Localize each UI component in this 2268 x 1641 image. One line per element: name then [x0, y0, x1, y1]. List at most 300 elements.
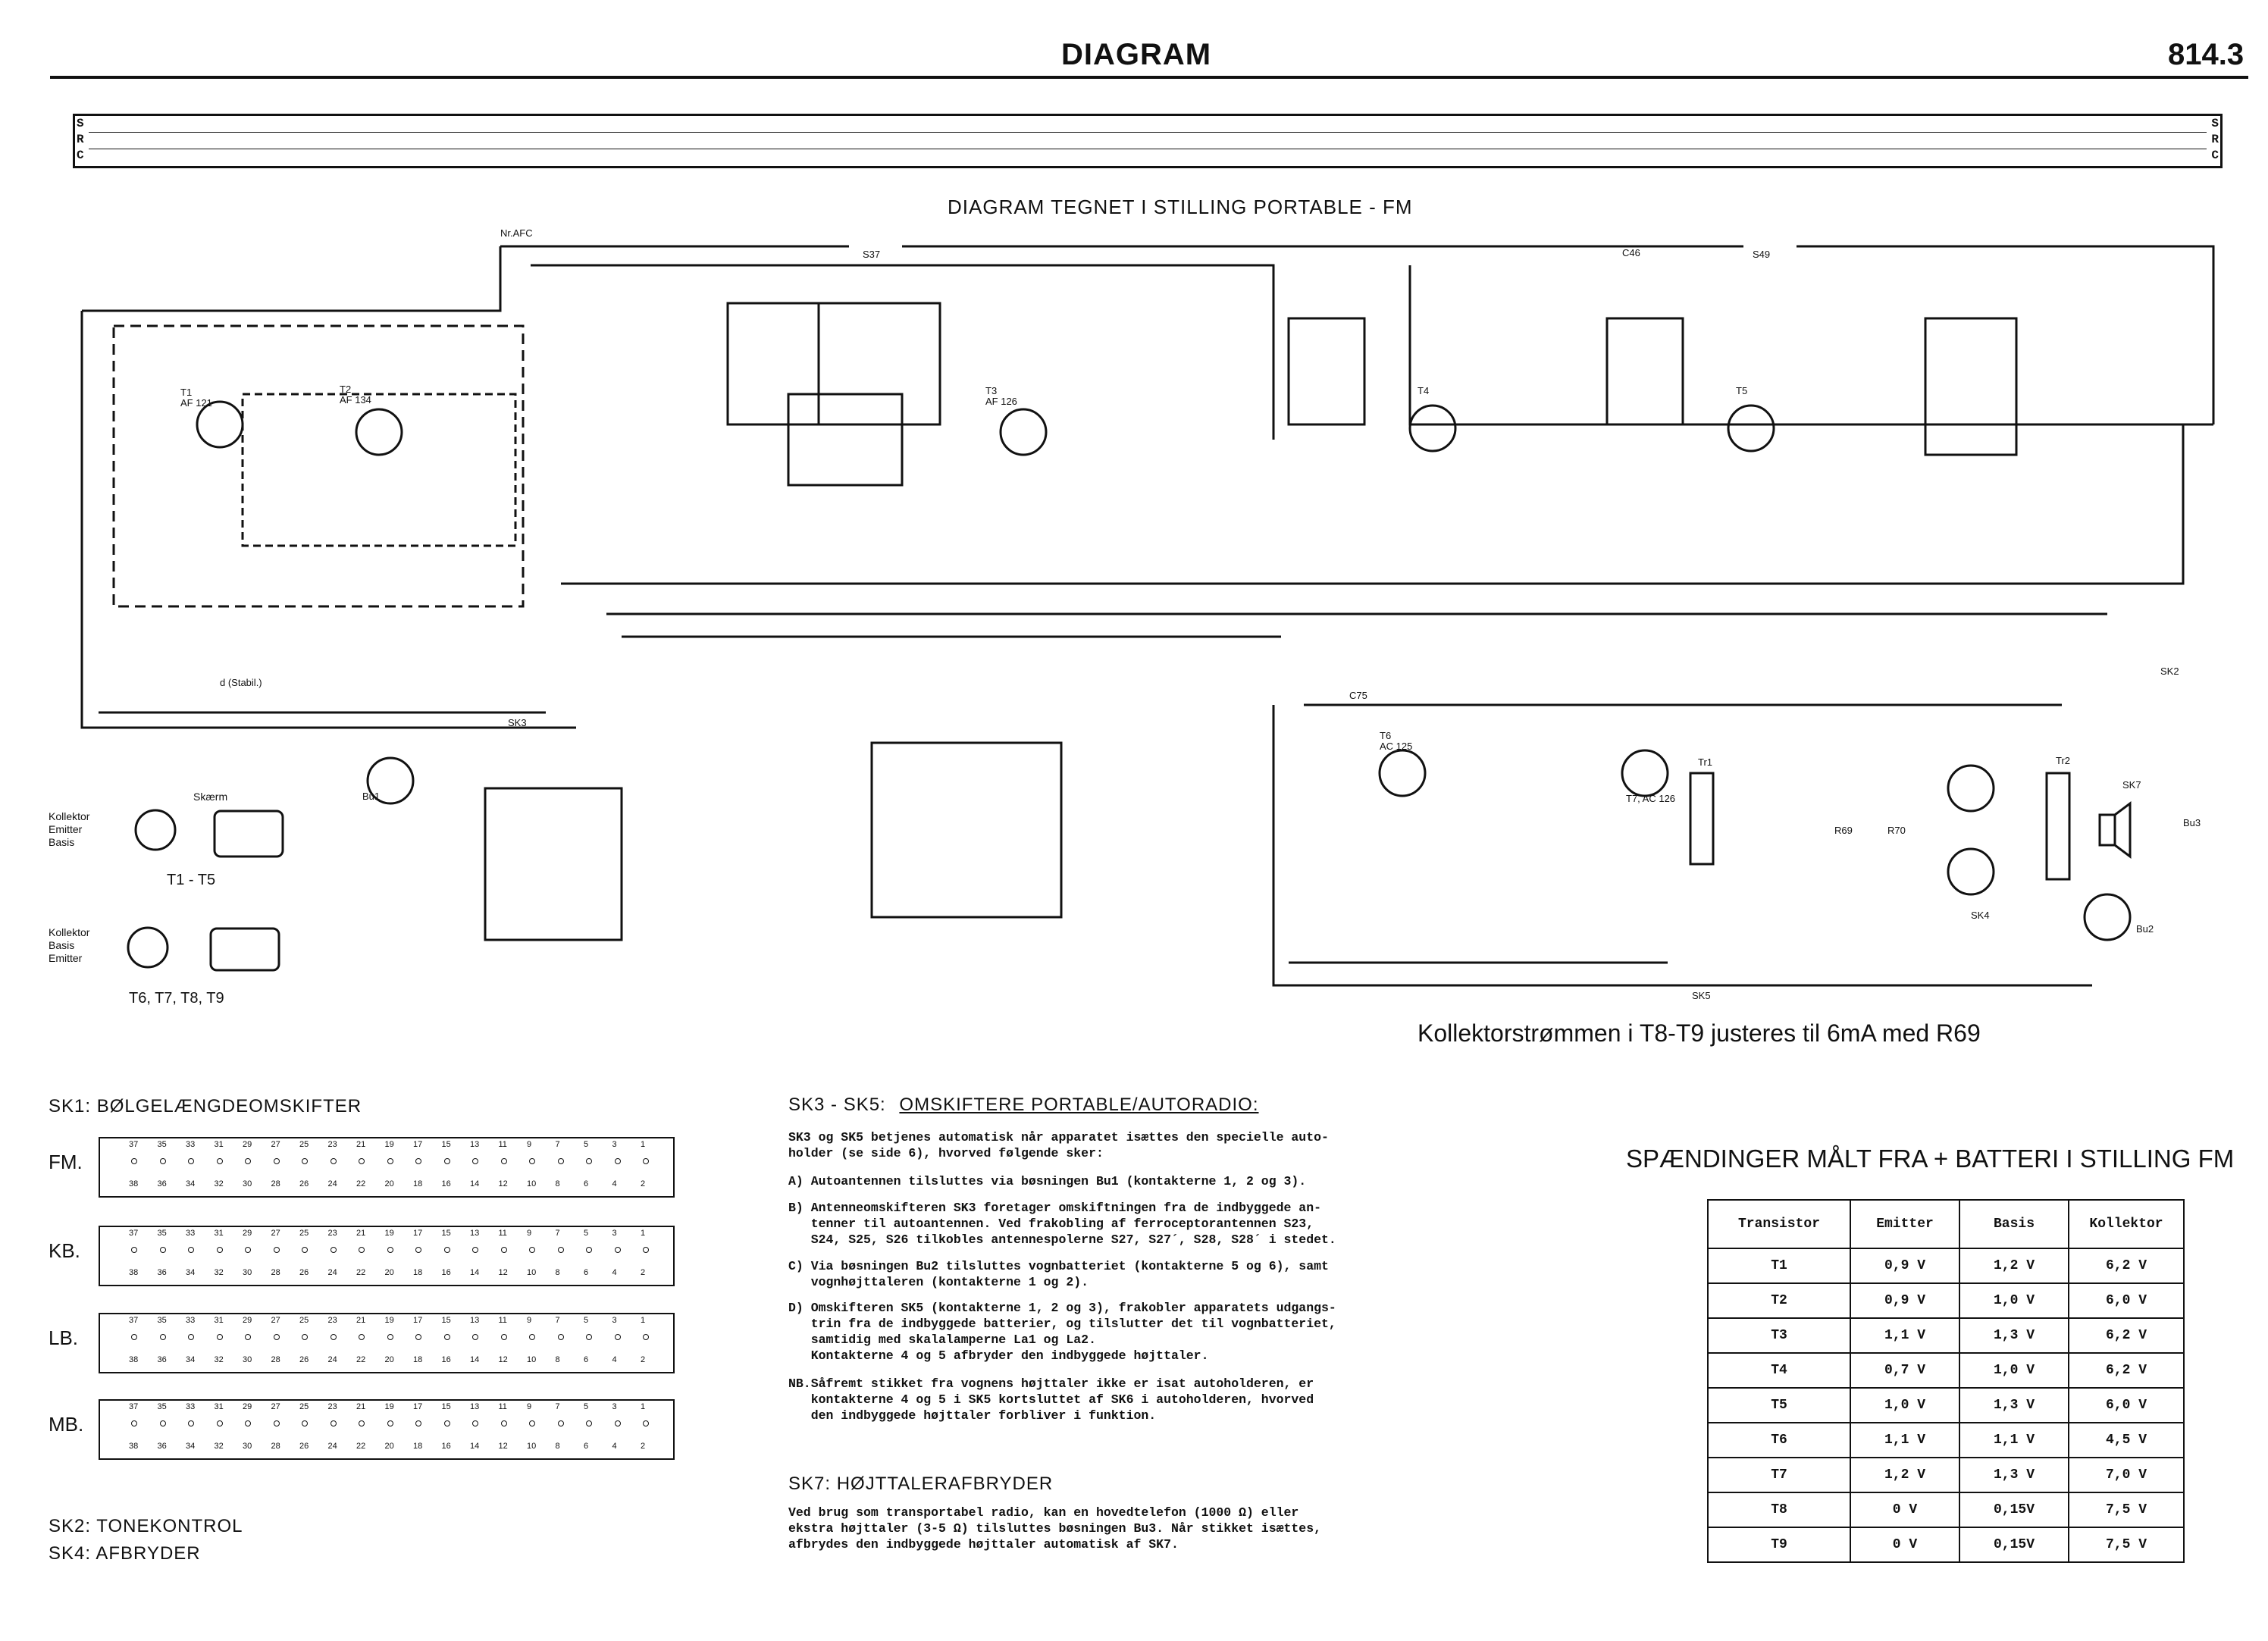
- sk1-top-pin: 11: [498, 1402, 507, 1411]
- sk3-sk5-item-c: C) Via bøsningen Bu2 tilsluttes vognbatteriet (kontakterne 5 og 6), samt vognhøjttaleren (kontakterne 1 og 2).: [788, 1259, 1329, 1289]
- svg-text:C46: C46: [1622, 247, 1640, 258]
- strip-letter-c-right: C: [2211, 149, 2219, 162]
- sk1-top-pin: 19: [384, 1402, 394, 1411]
- sk1-top-pin: 29: [243, 1402, 252, 1411]
- sk1-top-pin: 5: [584, 1140, 589, 1149]
- sk1-bottom-pin: 10: [527, 1442, 537, 1451]
- cell-basis: 1,3 V: [1959, 1458, 2069, 1492]
- sk1-contact: [529, 1334, 535, 1340]
- table-row: [1708, 1353, 2184, 1388]
- sk1-top-pin: 1: [641, 1402, 646, 1411]
- sk1-bottom-pin: 38: [129, 1355, 139, 1364]
- sk1-contact: [160, 1247, 166, 1253]
- wire: [82, 311, 576, 728]
- transistor-t7: [1622, 750, 1668, 796]
- wire: [561, 424, 2183, 584]
- sk1-top-pin: 9: [527, 1402, 532, 1411]
- sk1-top-pin: 11: [498, 1229, 507, 1238]
- table-row: [1708, 1458, 2184, 1492]
- cell-transistor: T3: [1708, 1318, 1850, 1353]
- voltage-table: [1707, 1199, 2185, 1563]
- svg-text:SK2: SK2: [2160, 665, 2179, 677]
- if-can-3: [1289, 318, 1364, 424]
- wire: [1797, 246, 2213, 424]
- svg-text:SK5: SK5: [1692, 990, 1711, 1001]
- sk1-bottom-pin: 34: [186, 1442, 196, 1451]
- sk1-contact: [444, 1247, 450, 1253]
- svg-text:T5: T5: [1736, 385, 1748, 396]
- svg-text:Nr.AFC: Nr.AFC: [500, 227, 533, 239]
- sk1-bottom-pin: 24: [327, 1268, 337, 1277]
- sk1-top-pin: 23: [327, 1402, 337, 1411]
- cell-emitter: 0 V: [1850, 1527, 1959, 1562]
- cell-kollektor: 6,2 V: [2069, 1248, 2184, 1283]
- sk1-bottom-pin: 12: [498, 1355, 508, 1364]
- cell-kollektor: 6,0 V: [2069, 1283, 2184, 1318]
- sk1-contact: [131, 1158, 137, 1164]
- svg-text:R70: R70: [1887, 825, 1906, 836]
- strip-letter-r-right: R: [2211, 133, 2219, 146]
- transistor-t5: [1728, 406, 1774, 451]
- sk1-contact: [330, 1158, 337, 1164]
- sk1-bottom-pin: 12: [498, 1268, 508, 1277]
- pin-emitter-label: Emitter: [49, 823, 83, 835]
- sk1-contact: [501, 1247, 507, 1253]
- sk1-contact: [387, 1334, 393, 1340]
- sk1-bottom-pin: 18: [413, 1268, 423, 1277]
- sk1-contact: [217, 1247, 223, 1253]
- sk1-top-pin: 9: [527, 1229, 532, 1238]
- package-t6-t9: [211, 929, 279, 970]
- sk1-top-pin: 19: [384, 1229, 394, 1238]
- sk1-top-pin: 27: [271, 1402, 280, 1411]
- svg-text:AF 121: AF 121: [180, 397, 212, 409]
- sk1-bottom-pin: 18: [413, 1442, 423, 1451]
- sk1-contact: [586, 1420, 592, 1426]
- sk1-contact: [245, 1420, 251, 1426]
- svg-text:Bu1: Bu1: [362, 791, 381, 802]
- cell-kollektor: 7,5 V: [2069, 1527, 2184, 1562]
- cell-emitter: 0,9 V: [1850, 1248, 1959, 1283]
- pin-base-label: Basis: [49, 836, 75, 848]
- table-row: [1708, 1318, 2184, 1353]
- svg-text:AF 126: AF 126: [985, 396, 1017, 407]
- sk1-bottom-pin: 22: [356, 1268, 366, 1277]
- col-transistor: Transistor: [1708, 1200, 1850, 1248]
- cell-emitter: 1,1 V: [1850, 1423, 1959, 1458]
- sk1-bottom-pin: 16: [441, 1442, 451, 1451]
- transistor-t4: [1410, 406, 1455, 451]
- sk1-top-pin: 31: [214, 1140, 224, 1149]
- sk1-contact: [558, 1158, 564, 1164]
- cell-transistor: T6: [1708, 1423, 1850, 1458]
- sk1-top-pin: 21: [356, 1316, 366, 1325]
- sk1-bottom-pin: 12: [498, 1179, 508, 1188]
- sk1-bottom-pin: 6: [584, 1442, 589, 1451]
- sk1-bottom-pin: 8: [555, 1268, 560, 1277]
- sk1-contact: [188, 1158, 194, 1164]
- sk1-bottom-pin: 4: [612, 1355, 617, 1364]
- sk1-bottom-pin: 14: [470, 1355, 480, 1364]
- sk1-top-pin: 11: [498, 1140, 507, 1149]
- sk1-top-pin: 13: [470, 1316, 480, 1325]
- pin-collector-label: Kollektor: [49, 926, 90, 938]
- sk1-contact: [359, 1247, 365, 1253]
- socket-bu2: [2085, 894, 2130, 940]
- sk1-top-pin: 35: [157, 1316, 167, 1325]
- if-can-2: [819, 303, 940, 424]
- sk1-top-pin: 11: [498, 1316, 507, 1325]
- sk1-bottom-pin: 10: [527, 1179, 537, 1188]
- sk1-contact: [415, 1334, 421, 1340]
- sk1-bottom-pin: 20: [384, 1355, 394, 1364]
- sk1-contact: [131, 1420, 137, 1426]
- svg-text:T3: T3: [985, 385, 998, 396]
- cell-transistor: T7: [1708, 1458, 1850, 1492]
- cell-kollektor: 6,2 V: [2069, 1353, 2184, 1388]
- rf-shield-box: [114, 326, 523, 606]
- voltage-table-header: [1708, 1200, 2184, 1248]
- sk3-sk5-item-a: A) Autoantennen tilsluttes via bøsningen Bu1 (kontakterne 1, 2 og 3).: [788, 1174, 1307, 1188]
- sk1-contact: [387, 1158, 393, 1164]
- sk3-sk5-title: [788, 1095, 1259, 1116]
- sk1-top-pin: 25: [299, 1402, 309, 1411]
- sk1-contact: [615, 1158, 621, 1164]
- sk1-contact-group: [788, 394, 902, 485]
- sk1-top-pin: 31: [214, 1316, 224, 1325]
- sk1-contact: [529, 1247, 535, 1253]
- sk1-contact: [217, 1334, 223, 1340]
- sk1-contact: [586, 1158, 592, 1164]
- transformer-tr2: [2047, 773, 2069, 879]
- sk1-bottom-pin: 28: [271, 1268, 280, 1277]
- svg-text:R69: R69: [1834, 825, 1853, 836]
- cell-kollektor: 7,5 V: [2069, 1492, 2184, 1527]
- sk1-bottom-pin: 22: [356, 1355, 366, 1364]
- sk1-top-pin: 5: [584, 1316, 589, 1325]
- transistor-t2: [356, 409, 402, 455]
- pinout-t1-t5: [136, 810, 175, 850]
- speaker: [2100, 815, 2115, 845]
- sk1-contact: [643, 1334, 649, 1340]
- sk1-top-pin: 35: [157, 1402, 167, 1411]
- sk1-top-pin: 15: [441, 1316, 451, 1325]
- sk3-sk5-prefix: SK3 - SK5:: [788, 1095, 886, 1115]
- sk1-bottom-pin: 32: [214, 1442, 224, 1451]
- sk1-top-pin: 5: [584, 1229, 589, 1238]
- sk1-top-pin: 3: [612, 1140, 617, 1149]
- mixer-shield-box: [243, 394, 515, 546]
- sk1-bottom-pin: 32: [214, 1268, 224, 1277]
- cell-basis: 0,15V: [1959, 1492, 2069, 1527]
- sk1-title: SK1: BØLGELÆNGDEOMSKIFTER: [49, 1096, 362, 1116]
- sk1-contact: [472, 1158, 478, 1164]
- sk1-bottom-pin: 36: [157, 1355, 167, 1364]
- sk1-bottom-pin: 34: [186, 1179, 196, 1188]
- sk1-bottom-pin: 28: [271, 1442, 280, 1451]
- sk1-top-pin: 31: [214, 1229, 224, 1238]
- strip-letter-s: S: [77, 117, 84, 130]
- sk1-contact: [274, 1334, 280, 1340]
- sk1-top-pin: 17: [413, 1229, 423, 1238]
- sk1-top-pin: 37: [129, 1402, 139, 1411]
- wire: [82, 246, 500, 311]
- sk1-bottom-pin: 22: [356, 1179, 366, 1188]
- sk1-bottom-pin: 36: [157, 1268, 167, 1277]
- sk1-top-pin: 9: [527, 1316, 532, 1325]
- sk1-bottom-pin: 24: [327, 1442, 337, 1451]
- sk1-contact: [274, 1420, 280, 1426]
- sk1-bottom-pin: 20: [384, 1442, 394, 1451]
- sk1-bottom-pin: 2: [641, 1179, 646, 1188]
- sk1-contact: [529, 1420, 535, 1426]
- strip-letter-s-right: S: [2211, 117, 2219, 130]
- sk1-top-pin: 1: [641, 1140, 646, 1149]
- pin-emitter-label: Emitter: [49, 952, 83, 964]
- sk1-top-pin: 3: [612, 1229, 617, 1238]
- sk1-top-pin: 25: [299, 1229, 309, 1238]
- cell-transistor: T5: [1708, 1388, 1850, 1423]
- sk1-bottom-pin: 8: [555, 1442, 560, 1451]
- sk1-bottom-pin: 4: [612, 1442, 617, 1451]
- sk1-contact: [217, 1420, 223, 1426]
- sk1-contact: [359, 1334, 365, 1340]
- table-row: [1708, 1248, 2184, 1283]
- sk1-bottom-pin: 10: [527, 1268, 537, 1277]
- sk1-bottom-pin: 36: [157, 1179, 167, 1188]
- sk1-contact: [330, 1334, 337, 1340]
- sk1-top-pin: 21: [356, 1402, 366, 1411]
- sk1-contact: [131, 1334, 137, 1340]
- transistor-t8: [1948, 766, 1994, 811]
- table-row: [1708, 1492, 2184, 1527]
- sk1-row-label: FM.: [49, 1151, 83, 1173]
- sk1-top-pin: 5: [584, 1402, 589, 1411]
- sk1-bottom-pin: 38: [129, 1442, 139, 1451]
- sk1-bottom-pin: 32: [214, 1355, 224, 1364]
- sk1-contact: [330, 1247, 337, 1253]
- sk1-top-pin: 13: [470, 1402, 480, 1411]
- cell-emitter: 0,9 V: [1850, 1283, 1959, 1318]
- sk1-contact: [444, 1420, 450, 1426]
- sk1-contact: [586, 1247, 592, 1253]
- sk1-contact: [302, 1420, 308, 1426]
- sk1-bottom-pin: 4: [612, 1268, 617, 1277]
- sk1-top-pin: 37: [129, 1229, 139, 1238]
- sk1-top-pin: 27: [271, 1229, 280, 1238]
- cell-transistor: T2: [1708, 1283, 1850, 1318]
- collector-current-note: Kollektorstrømmen i T8-T9 justeres til 6mA med R69: [1418, 1019, 1981, 1047]
- cell-kollektor: 4,5 V: [2069, 1423, 2184, 1458]
- sk1-contact: [131, 1247, 137, 1253]
- sk1-bottom-pin: 6: [584, 1355, 589, 1364]
- sk1-top-pin: 21: [356, 1140, 366, 1149]
- sk1-top-pin: 13: [470, 1229, 480, 1238]
- sk1-bottom-pin: 8: [555, 1179, 560, 1188]
- sk1-contact: [188, 1420, 194, 1426]
- sk1-contact: [444, 1334, 450, 1340]
- sk1-bottom-pin: 32: [214, 1179, 224, 1188]
- cell-basis: 1,3 V: [1959, 1318, 2069, 1353]
- sk1-bottom-pin: 16: [441, 1268, 451, 1277]
- sk1-bottom-pin: 12: [498, 1442, 508, 1451]
- sk1-bottom-pin: 2: [641, 1355, 646, 1364]
- cell-transistor: T9: [1708, 1527, 1850, 1562]
- sk1-top-pin: 27: [271, 1140, 280, 1149]
- sk1-top-pin: 7: [555, 1229, 560, 1238]
- sk1-top-pin: 3: [612, 1316, 617, 1325]
- svg-text:AF 134: AF 134: [340, 394, 371, 406]
- sk1-contact: [359, 1158, 365, 1164]
- diagram-subtitle: DIAGRAM TEGNET I STILLING PORTABLE - FM: [948, 196, 1413, 218]
- sk1-contact: [387, 1420, 393, 1426]
- cell-basis: 0,15V: [1959, 1527, 2069, 1562]
- table-row: [1708, 1527, 2184, 1562]
- svg-text:SK3: SK3: [508, 717, 527, 728]
- cell-basis: 1,0 V: [1959, 1353, 2069, 1388]
- sk1-top-pin: 29: [243, 1229, 252, 1238]
- pinout-t6-t9: [128, 928, 168, 967]
- sk1-contact: [529, 1158, 535, 1164]
- cell-basis: 1,0 V: [1959, 1283, 2069, 1318]
- sk3-sk5-subtitle: OMSKIFTERE PORTABLE/AUTORADIO:: [899, 1095, 1259, 1115]
- voltage-table-title: SPÆNDINGER MÅLT FRA + BATTERI I STILLING FM: [1626, 1145, 2235, 1173]
- sk1-top-pin: 29: [243, 1140, 252, 1149]
- sk1-contact: [586, 1334, 592, 1340]
- transistor-t6: [1380, 750, 1425, 796]
- sk1-bottom-pin: 28: [271, 1179, 280, 1188]
- sk3-sk5-item-b: B) Antenneomskifteren SK3 foretager omskiftningen fra de indbyggede an- tenner til autoantennen. Ved frakobling af ferroceptorantennen S23, S24, S25, S26 tilkobles antennespolerne S27, S27´, S28, S28´ i stedet.: [788, 1201, 1336, 1247]
- svg-text:Tr1: Tr1: [1698, 756, 1713, 768]
- svg-text:Bu2: Bu2: [2136, 923, 2154, 935]
- sk1-contact: [245, 1334, 251, 1340]
- sk1-top-pin: 35: [157, 1229, 167, 1238]
- svg-text:SK4: SK4: [1971, 910, 1990, 921]
- transistor-t9: [1948, 849, 1994, 894]
- transistor-t1: [197, 402, 243, 447]
- sk1-bottom-pin: 26: [299, 1442, 309, 1451]
- svg-text:Tr2: Tr2: [2056, 755, 2071, 766]
- sk2-label: SK2: TONEKONTROL: [49, 1516, 243, 1536]
- sk1-contact: [558, 1420, 564, 1426]
- sk1-top-pin: 27: [271, 1316, 280, 1325]
- sk1-bottom-pin: 26: [299, 1268, 309, 1277]
- sk1-bottom-pin: 24: [327, 1355, 337, 1364]
- speaker-cone: [2115, 803, 2130, 857]
- sk1-top-pin: 15: [441, 1402, 451, 1411]
- svg-text:T7, AC 126: T7, AC 126: [1626, 793, 1676, 804]
- sk1-top-pin: 3: [612, 1402, 617, 1411]
- sk1-row-label: KB.: [49, 1239, 80, 1262]
- sk1-contact: [245, 1247, 251, 1253]
- sk1-top-pin: 37: [129, 1316, 139, 1325]
- sk1-bottom-pin: 30: [243, 1442, 252, 1451]
- sk1-contact: [643, 1158, 649, 1164]
- if-can-1: [728, 303, 819, 424]
- sk1-contact: [472, 1247, 478, 1253]
- svg-text:Bu3: Bu3: [2183, 817, 2201, 828]
- sk1-row-label: LB.: [49, 1326, 79, 1349]
- cell-transistor: T4: [1708, 1353, 1850, 1388]
- svg-text:C75: C75: [1349, 690, 1367, 701]
- sk1-contact: [217, 1158, 223, 1164]
- transistor-t3: [1001, 409, 1046, 455]
- cell-emitter: 1,1 V: [1850, 1318, 1959, 1353]
- cell-emitter: 0,7 V: [1850, 1353, 1959, 1388]
- sk3-sk5-intro: SK3 og SK5 betjenes automatisk når apparatet isættes den specielle auto- holder (se side 6), hvorved følgende sker:: [788, 1130, 1329, 1160]
- sk1-top-pin: 17: [413, 1140, 423, 1149]
- sk1-row-label: MB.: [49, 1413, 84, 1436]
- sk1-contact-group-lower: [872, 743, 1061, 917]
- sk1-bottom-pin: 38: [129, 1179, 139, 1188]
- page-number: 814.3: [2168, 38, 2245, 71]
- sk1-bottom-pin: 14: [470, 1442, 480, 1451]
- sk1-top-pin: 23: [327, 1229, 337, 1238]
- svg-text:AC 125: AC 125: [1380, 741, 1413, 752]
- cell-kollektor: 6,0 V: [2069, 1388, 2184, 1423]
- sk1-contact: [359, 1420, 365, 1426]
- svg-text:S49: S49: [1753, 249, 1771, 260]
- table-row: [1708, 1423, 2184, 1458]
- sk1-contact: [188, 1247, 194, 1253]
- sk1-top-pin: 33: [186, 1140, 196, 1149]
- diagram-title: DIAGRAM: [1061, 38, 1212, 71]
- sk1-contact: [501, 1334, 507, 1340]
- cell-emitter: 0 V: [1850, 1492, 1959, 1527]
- sk1-contact: [643, 1247, 649, 1253]
- sk3-sk5-nb: NB.Såfremt stikket fra vognens højttaler ikke er isat autoholderen, er kontakterne 4 og 5 i SK5 kortsluttet af SK6 i autoholderen, hvorved den indbyggede højttaler forbliver i funktion.: [788, 1376, 1314, 1423]
- sk1-contact: [302, 1158, 308, 1164]
- cell-transistor: T1: [1708, 1248, 1850, 1283]
- cell-basis: 1,3 V: [1959, 1388, 2069, 1423]
- cell-emitter: 1,2 V: [1850, 1458, 1959, 1492]
- svg-text:d (Stabil.): d (Stabil.): [220, 677, 262, 688]
- ratio-detector-can: [1925, 318, 2016, 455]
- sk1-contact: [160, 1158, 166, 1164]
- sk1-contact: [472, 1334, 478, 1340]
- sk1-bottom-pin: 2: [641, 1268, 646, 1277]
- col-kollektor: Kollektor: [2069, 1200, 2184, 1248]
- sk1-contact: [615, 1420, 621, 1426]
- sk1-top-pin: 7: [555, 1402, 560, 1411]
- sk1-top-pin: 15: [441, 1229, 451, 1238]
- svg-text:T4: T4: [1418, 385, 1430, 396]
- cell-basis: 1,1 V: [1959, 1423, 2069, 1458]
- sk3-sk5-item-d: D) Omskifteren SK5 (kontakterne 1, 2 og 3), frakobler apparatets udgangs- trin fra de indbyggede batterier, og tilslutter det til vognbatteriet, samtidig med skalalamperne La1 og La2. Kontakterne 4 og 5 afbryder den indbyggede højttaler.: [788, 1301, 1336, 1363]
- t1-t5-caption: T1 - T5: [167, 872, 216, 888]
- svg-text:SK7: SK7: [2122, 779, 2141, 791]
- sk1-bottom-pin: 30: [243, 1268, 252, 1277]
- sk1-top-pin: 35: [157, 1140, 167, 1149]
- sk1-contact: [472, 1420, 478, 1426]
- sk1-top-pin: 15: [441, 1140, 451, 1149]
- sk1-top-pin: 33: [186, 1402, 196, 1411]
- sk1-contact: [302, 1334, 308, 1340]
- svg-text:T6: T6: [1380, 730, 1392, 741]
- sk1-bottom-pin: 18: [413, 1355, 423, 1364]
- cell-emitter: 1,0 V: [1850, 1388, 1959, 1423]
- svg-text:T1: T1: [180, 387, 193, 398]
- cell-kollektor: 6,2 V: [2069, 1318, 2184, 1353]
- sk1-contact: [245, 1158, 251, 1164]
- sk1-bottom-pin: 8: [555, 1355, 560, 1364]
- sk1-top-pin: 17: [413, 1402, 423, 1411]
- sk1-contact: [302, 1247, 308, 1253]
- sk1-bottom-pin: 6: [584, 1268, 589, 1277]
- sk1-bottom-pin: 34: [186, 1268, 196, 1277]
- package-t1-t5: [215, 811, 283, 857]
- sk1-bottom-pin: 6: [584, 1179, 589, 1188]
